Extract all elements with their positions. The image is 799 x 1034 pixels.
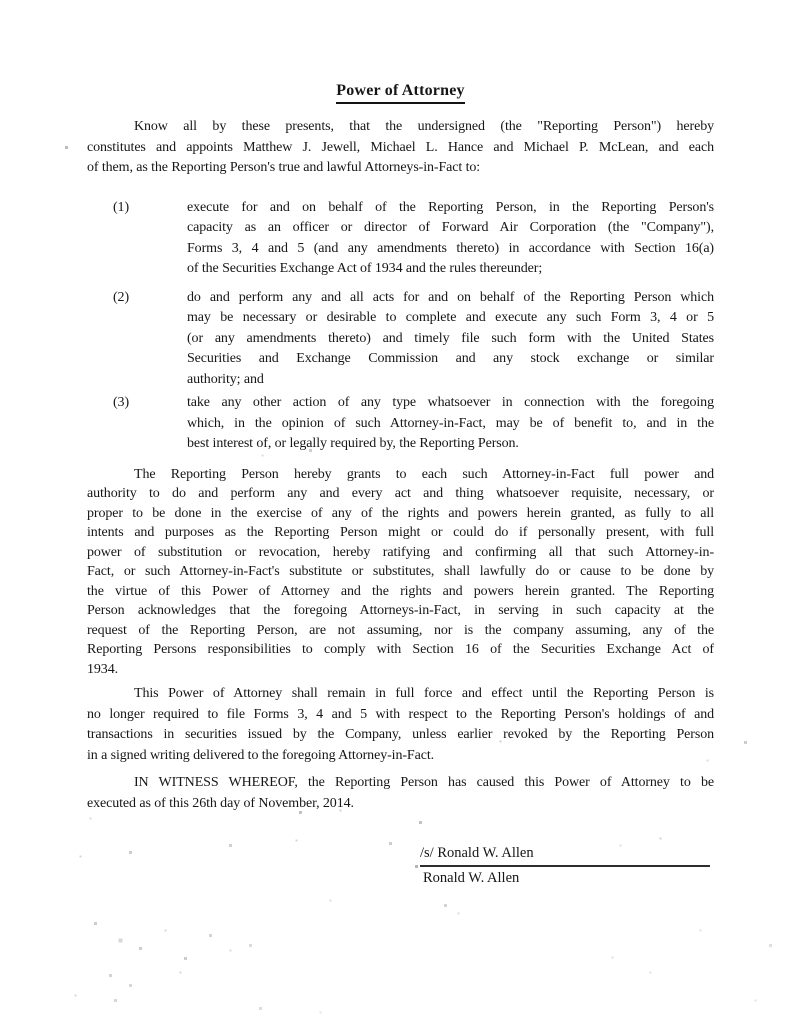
duration-paragraph xyxy=(87,684,714,766)
text-line: take any other action of any type whatsoever in connection with the foregoing xyxy=(187,395,714,410)
text-line: proper to be done in the exercise of any of the rights and powers herein granted, as fully to all xyxy=(87,505,714,521)
list-item-1-number: (1) xyxy=(113,199,130,215)
text-line: Reporting Persons responsibilities to comply with Section 16 of the Securities Exchange Act of xyxy=(87,642,714,657)
text-line: of the Securities Exchange Act of 1934 and the rules thereunder; xyxy=(187,261,543,276)
text-line: constitutes and appoints Matthew J. Jewell, Michael L. Hance and Michael P. McLean, and each xyxy=(87,139,714,155)
list-item-2-text xyxy=(187,288,714,391)
text-line: The Reporting Person hereby grants to each such Attorney-in-Fact full power and xyxy=(134,466,714,482)
text-line: executed as of this 26th day of November, 2014. xyxy=(87,795,354,811)
text-line: no longer required to file Forms 3, 4 and 5 with respect to the Reporting Person's holdings of and xyxy=(87,706,714,722)
text-line: Fact, or such Attorney-in-Fact's substitute or substitutes, shall lawfully do or cause to be done by xyxy=(87,564,714,579)
text-line: authority to do and perform any and every act and thing whatsoever requisite, necessary, or xyxy=(87,486,714,501)
text-line: request of the Reporting Person, are not assuming, nor is the company assuming, any of the xyxy=(87,622,714,638)
text-line: in a signed writing delivered to the foregoing Attorney-in-Fact. xyxy=(87,747,435,763)
signature-line xyxy=(420,844,710,867)
text-line: authority; and xyxy=(187,371,264,387)
text-line: capacity as an officer or director of Forward Air Corporation (the "Company"), xyxy=(187,220,714,235)
list-item-3 xyxy=(113,393,714,455)
text-line: which, in the opinion of such Attorney-in-Fact, may be of benefit to, and in the xyxy=(187,415,714,431)
list-item-3-text xyxy=(187,393,714,455)
text-line: IN WITNESS WHEREOF, the Reporting Person has caused this Power of Attorney to be xyxy=(134,775,714,790)
text-line: transactions in securities issued by the Company, unless earlier revoked by the Reporting Person xyxy=(87,727,714,742)
signer-printed-name: Ronald W. Allen xyxy=(423,870,520,886)
page-title-text: Power of Attorney xyxy=(336,80,464,104)
text-line: Person acknowledges that the foregoing Attorneys-in-Fact, in serving in such capacity at the xyxy=(87,603,714,618)
list-item-1 xyxy=(113,198,714,280)
list-item-2 xyxy=(113,288,714,391)
text-line: best interest of, or legally required by, the Reporting Person. xyxy=(187,436,519,451)
text-line: This Power of Attorney shall remain in full force and effect until the Reporting Person is xyxy=(134,686,714,701)
list-item-3-number: (3) xyxy=(113,395,130,410)
text-line: Securities and Exchange Commission and any stock exchange or similar xyxy=(187,351,714,366)
text-line: execute for and on behalf of the Reporting Person, in the Reporting Person's xyxy=(187,199,714,215)
page-title xyxy=(87,80,714,104)
text-line: (or any amendments thereto) and timely file such form with the United States xyxy=(187,330,714,346)
text-line: of them, as the Reporting Person's true and lawful Attorneys-in-Fact to: xyxy=(87,160,481,175)
text-line: may be necessary or desirable to complete and execute any such Form 3, 4 or 5 xyxy=(187,310,714,325)
text-line: 1934. xyxy=(87,661,119,677)
signature-text: /s/ Ronald W. Allen xyxy=(420,845,534,861)
grant-of-authority-paragraph xyxy=(87,465,714,680)
text-line: do and perform any and all acts for and on behalf of the Reporting Person which xyxy=(187,289,714,305)
text-line: Know all by these presents, that the undersigned (the "Reporting Person") hereby xyxy=(134,119,714,134)
text-line: power of substitution or revocation, hereby ratifying and confirming all that such Attorney-in- xyxy=(87,544,714,560)
signature-block xyxy=(420,844,710,888)
text-line: intents and purposes as the Reporting Person might or could do if personally present, with full xyxy=(87,525,714,540)
intro-paragraph xyxy=(87,117,714,179)
list-item-1-text xyxy=(187,198,714,280)
list-item-2-number: (2) xyxy=(113,289,130,305)
text-line: the virtue of this Power of Attorney and the rights and powers herein granted. The Reporting xyxy=(87,583,714,599)
text-line: Forms 3, 4 and 5 (and any amendments thereto) in accordance with Section 16(a) xyxy=(187,240,714,256)
witness-paragraph xyxy=(87,773,714,814)
